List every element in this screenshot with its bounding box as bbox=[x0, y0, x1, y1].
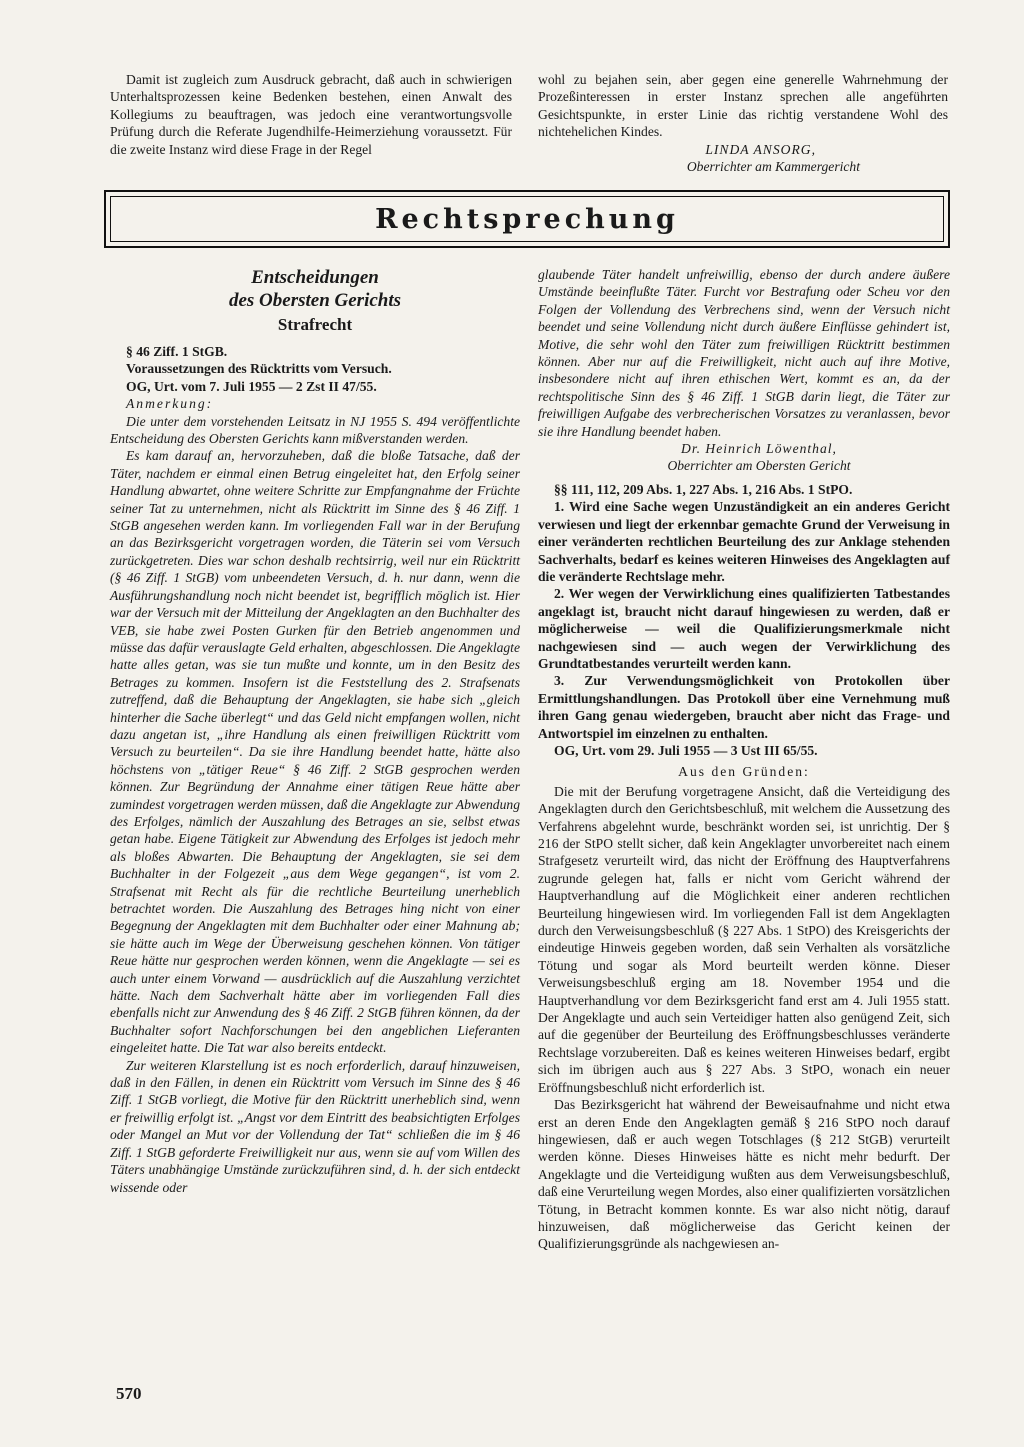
top-left-paragraph: Damit ist zugleich zum Ausdruck gebracht, daß auch in schwierigen Unterhaltsprozessen keine Bedenken bestehen, einen Anwalt des Kollegiums zu beauftragen, was jedoch eine verantwortungsvolle Prüfung durch die Referate Jugendhilfe-Heimerziehung voraussetzt. Für die zweite Instanz wird diese Frage in der Regel bbox=[110, 72, 512, 157]
case1-citation: OG, Urt. vom 7. Juli 1955 — 2 Zst II 47/55. bbox=[126, 378, 377, 394]
case2-paragraph-2: Das Bezirksgericht hat während der Beweisaufnahme und nicht etwa erst an deren Ende den Angeklagten gemäß § 216 StPO noch darauf hingewiesen, daß er auch wegen Totschlages (§ 212 StGB) verurteilt werden könne. Dieses Hinweises hätte es nicht mehr bedurft. Der Angeklagte und die Verteidigung wußten aus dem Verweisungsbeschluß, daß eine Verurteilung wegen Mordes, also einer qualifizierten vorsätzlichen Tötung, in Betracht kommen konnte. Es war also nicht nötig, darauf hinzuweisen, daß möglicherweise das Gericht keinen der Qualifizierungsgründe als nachgewiesen an- bbox=[538, 1097, 950, 1252]
author-name: LINDA ANSORG, bbox=[705, 141, 816, 157]
case2-paragraph-1: Die mit der Berufung vorgetragene Ansicht, daß die Verteidigung des Angeklagten durch den Gerichtsbeschluß, mit welchem die Aussetzung des Verfahrens abgelehnt wurde, beschränkt worden sei, ist unrichtig. Der § 216 der StPO stellt sicher, daß kein Angeklagter unvorbereitet nach einem Strafgesetz verurteilt wird, das nicht der Eröffnung des Hauptverfahrens zugrunde gelegen hat, falls er nicht vom Gericht während der Hauptverhandlung auf die Möglichkeit einer anderen rechtlichen Beurteilung hingewiesen wird. Im vorliegenden Fall ist dem Angeklagten durch den Verweisungsbeschluß (§ 227 Abs. 1 StPO) des Kreisgerichts der eindeutige Hinweis gegeben worden, daß sein Verhalten als vorsätzliche Tötung und sogar als Mord beurteilt werden könne. Dieser Verweisungsbeschluß erging am 18. November 1954 und die Hauptverhandlung vor dem Bezirksgericht fand erst am 4. Juli 1955 statt. Der Angeklagte und auch sein Verteidiger hatten also genügend Zeit, sich auf die gegenüber der Beurteilung des Eröffnungsbeschlusses veränderte Rechtslage vorzubereiten. Daß es keines weiteren Hinweises bedarf, ergibt sich im übrigen auch aus § 227 Abs. 3 StPO, wonach ein neuer Eröffnungsbeschluß nicht erforderlich ist. bbox=[538, 783, 950, 1095]
section-banner-inner bbox=[110, 196, 944, 242]
top-right-paragraph: wohl zu bejahen sein, aber gegen eine generelle Wahrnehmung der Prozeßinteressen in erster Instanz sprechen alle angeführten Gesichtspunkte, in erster Linie das richtig verstandene Wohl des nichtehelichen Kindes. bbox=[538, 72, 948, 140]
author-title: Oberrichter am Kammergericht bbox=[686, 159, 860, 175]
case1-note-paragraph-3: Zur weiteren Klarstellung ist es noch erforderlich, darauf hinzuweisen, daß in den Fällen, in denen ein Rücktritt vom Versuch im Sinne des § 46 Ziff. 1 StGB vorliegt, die Motive für den Rücktritt unerheblich sind, wenn er freiwillig erfolgt ist. „Angst vor dem Eintritt des beabsichtigten Erfolges oder Mangel an Mut vor der Vollendung der Tat“ schließen die im § 46 Ziff. 1 StGB geforderte Freiwilligkeit nur aus, wenn sie auf vom Willen des Täters unabhängige Umstände zurückzuführen sind, d. h. der sich entdeckt wissende oder bbox=[110, 1057, 520, 1195]
case2-leitsatz-3: 3. Zur Verwendungsmöglichkeit von Protokollen über Ermittlungshandlungen. Das Protokoll über eine Vernehmung muß ihren Gang genau wiedergeben, braucht aber nicht das Frage- und Antwortspiel im einzelnen zu enthalten. bbox=[538, 673, 950, 741]
section-heading-line-2: des Obersten Gerichts bbox=[228, 290, 402, 311]
section-banner bbox=[104, 190, 950, 248]
case1-signature-name: Dr. Heinrich Löwenthal, bbox=[681, 441, 837, 457]
case1-note-paragraph-1: Die unter dem vorstehenden Leitsatz in NJ 1955 S. 494 veröffentlichte Entscheidung des Obersten Gerichts kann mißverstanden werden. bbox=[110, 413, 520, 447]
page-number: 570 bbox=[116, 1384, 142, 1403]
case1-law-reference: § 46 Ziff. 1 StGB. bbox=[126, 344, 228, 359]
section-heading-line-1: Entscheidungen bbox=[251, 267, 379, 288]
top-right-column bbox=[538, 71, 948, 175]
case2-leitsatz-1: 1. Wird eine Sache wegen Unzuständigkeit an ein anderes Gericht verwiesen und liegt der erkennbar gemachte Grund der Verweisung in einer veränderten rechtlichen Beurteilung des zur Anklage stehenden Sachverhalts, bedarf es keines weiteren Hinweises des Angeklagten auf die veränderte Rechtslage mehr. bbox=[538, 499, 950, 584]
left-column bbox=[110, 266, 520, 1196]
top-left-column bbox=[110, 71, 512, 158]
case2-reasons-label: Aus den Gründen: bbox=[678, 764, 810, 780]
case1-leitsatz: Voraussetzungen des Rücktritts vom Versuch. bbox=[126, 361, 392, 377]
section-subheading: Strafrecht bbox=[277, 315, 353, 334]
case1-note-continuation: glaubende Täter handelt unfreiwillig, ebenso der durch andere äußere Umstände beeinflußte Täter. Furcht vor Bestrafung oder Scheu vor den Folgen der Vollendung des Verbrechens sind, wenn der Versuch nicht beendet und seine Vollendung nicht durch äußere Einflüsse gehindert ist, Motive, die sehr wohl den Täter zum freiwilligen Rücktritt bestimmen können. Aber nur auf die Freiwilligkeit, nicht auch auf ihre Motive, insbesondere nicht auf ihren ethischen Wert, kommt es an, da der rechtspolitische Sinn des § 46 Ziff. 1 StGB darin liegt, die Täter zur freiwilligen Aufgabe des verbrecherischen Vorsatzes zu veranlassen, bevor sie ihre Handlung beendet haben. bbox=[538, 267, 950, 439]
case1-note-paragraph-2: Es kam darauf an, hervorzuheben, daß die bloße Tatsache, daß der Täter, nachdem er einmal einen Betrug eingeleitet hat, den Erfolg seiner Handlung abwartet, ohne weitere Schritte zur Empfangnahme der Früchte seiner Tat zu unternehmen, nicht als Rücktritt im Sinne des § 46 Ziff. 1 StGB angesehen werden kann. Im vorliegenden Fall war in der Berufung an das Bezirksgericht vorgetragen worden, die Täterin sei vom Versuch zurückgetreten. Dies war schon deshalb rechtsirrig, weil nur ein Rücktritt (§ 46 Ziff. 1 StGB) vom unbeendeten Versuch, d. h. nur dann, wenn die Ausführungshandlung noch nicht beendet ist, begrifflich möglich ist. Hier war der Versuch mit der Mitteilung der Angeklagten an den Buchhalter des VEB, sie habe zwei Posten Gurken für den Betrieb angenommen und müsse das dafür verauslagte Geld erhalten, abgeschlossen. Die Angeklagte hatte alles getan, was sie tun mußte und konnte, um in den Besitz des Betrages zu kommen. Insofern ist die Feststellung des 2. Strafsenats zutreffend, daß die Behauptung der Angeklagten, sie habe sich „gleich hinterher die Sache überlegt“ und das Geld nicht empfangen wollen, nicht dazu angetan ist, „ihre Handlung als einen freiwilligen Rücktritt vom Versuch zu beurteilen“. Da sie ihre Handlung beendet hatte, hätte also höchstens von „tätiger Reue“ § 46 Ziff. 2 StGB gesprochen werden können. Zur Begründung der Annahme einer tätigen Reue hätte aber zumindest vorgetragen werden müssen, daß die Angeklagte zur Abwendung des Erfolges, nämlich der Auszahlung des Betrages an sie, selbst etwas getan habe. Eigene Tätigkeit zur Abwendung des Erfolges ist jedoch mehr als bloßes Abwarten. Die Behauptung der Angeklagten, sie sei dem Buchhalter in der Folgezeit „aus dem Wege gegangen“, ist vom 2. Strafsenat mit Recht als für die rechtliche Beurteilung unerheblich betrachtet worden. Die Auszahlung des Betrages hing nicht von einer Begegnung der Angeklagten mit dem Buchhalter oder einer Mahnung ab; sie hätte auch im Wege der Überweisung geschehen können. Von tätiger Reue hätte nur gesprochen werden können, wenn die Angeklagte — sei es auch unter einem Vorwand — ausdrücklich auf die Auszahlung verzichtet hätte. Nach dem Sachverhalt hätte aber im vorliegenden Fall dies ebenfalls nicht zur Anwendung des § 46 Ziff. 2 StGB führen können, da der Buchhalter sofort Nachforschungen bei den angeblichen Lieferanten eingeleitet hatte. Die Tat war also bereits entdeckt. bbox=[110, 448, 520, 1056]
case1-signature-title: Oberrichter am Obersten Gericht bbox=[667, 458, 851, 474]
case1-note-label: Anmerkung: bbox=[126, 396, 214, 412]
case2-leitsatz-2: 2. Wer wegen der Verwirklichung eines qualifizierten Tatbestandes angeklagt ist, braucht nicht darauf hingewiesen zu werden, daß er möglicherweise — weil die Qualifizierungsmerkmale nicht nachgewiesen sind — auch wegen der Verwirklichung des Grundtatbestandes verurteilt werden kann. bbox=[538, 586, 950, 671]
right-column bbox=[538, 266, 950, 1253]
case2-law-reference: §§ 111, 112, 209 Abs. 1, 227 Abs. 1, 216 Abs. 1 StPO. bbox=[554, 481, 853, 497]
case2-citation: OG, Urt. vom 29. Juli 1955 — 3 Ust III 65/55. bbox=[554, 742, 818, 758]
section-banner-title: Rechtsprechung bbox=[375, 203, 679, 235]
